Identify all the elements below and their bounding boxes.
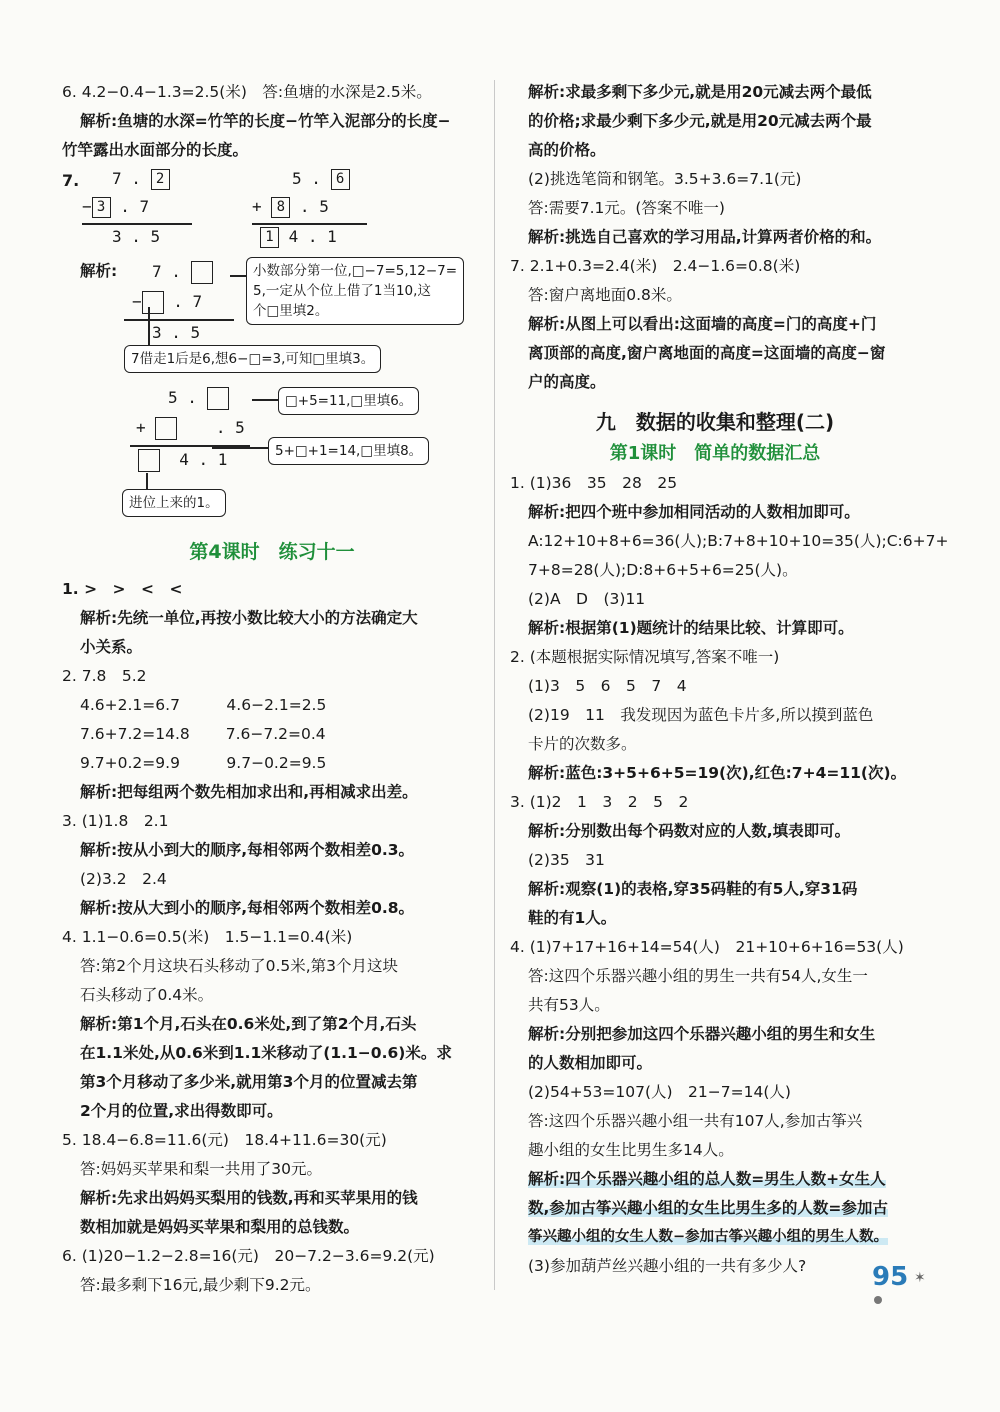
note1-line1: 小数部分第一位,□−7=5,12−7= <box>253 263 458 279</box>
data-q2: 2. (本题根据实际情况填写,答案不唯一) <box>510 648 780 666</box>
data-q4-answer1: 答:这四个乐器兴趣小组的男生一共有54人,女生一 <box>528 967 868 985</box>
ex11-q7-analysis1: 解析:从图上可以看出:这面墙的高度=门的高度+门 <box>528 315 877 333</box>
q6-analysis-r2: 的价格;求最少剩下多少元,就是用20元减去两个最 <box>528 112 872 130</box>
q6-analysis: 解析:鱼塘的水深=竹竿的长度−竹竿入泥部分的长度− <box>80 112 451 130</box>
note1-line2: 5,一定从个位上借了1当10,这 <box>253 283 431 299</box>
ex11-q3-analysis1: 解析:按从小到大的顺序,每相邻两个数相差0.3。 <box>80 841 415 859</box>
data-q2-part2: (2)19 11 我发现因为蓝色卡片多,所以摸到蓝色 <box>528 706 874 724</box>
note-box-5: 进位上来的1。 <box>122 489 226 517</box>
answer-box: 3 <box>92 197 111 218</box>
data-q4-part2-answer2: 趣小组的女生比男生多14人。 <box>528 1141 734 1159</box>
data-q3-analysis: 解析:分别数出每个码数对应的人数,填表即可。 <box>528 822 851 840</box>
q7-number: 7. <box>62 171 80 190</box>
explanation-diagram-1 <box>62 257 482 377</box>
ex11-q7-answer: 答:窗户离地面0.8米。 <box>528 286 682 304</box>
data-q2-part1: (1)3 5 6 5 7 4 <box>528 677 687 695</box>
ex11-q6: 6. (1)20−1.2−2.8=16(元) 20−7.2−3.6=9.2(元) <box>62 1247 435 1265</box>
q6-part2-analysis: 解析:挑选自己喜欢的学习用品,计算两者价格的和。 <box>528 228 882 246</box>
lesson-1-title: 第1课时 简单的数据汇总 <box>609 443 821 464</box>
ex11-q4-answer2: 石头移动了0.4米。 <box>80 986 214 1004</box>
lesson-4-title: 第4课时 练习十一 <box>189 541 355 563</box>
data-q3-part2: (2)35 31 <box>528 851 605 869</box>
data-q4: 4. (1)7+17+16+14=54(人) 21+10+6+16=53(人) <box>510 938 904 956</box>
data-q3-analysis2-cont: 鞋的有1人。 <box>528 909 617 927</box>
left-column <box>62 78 482 1300</box>
ex11-q4: 4. 1.1−0.6=0.5(米) 1.5−1.1=0.4(米) <box>62 928 353 946</box>
note-box-1 <box>246 257 464 325</box>
ex1-result: 3 . 5 <box>152 323 201 342</box>
analysis-label: 解析: <box>80 262 118 280</box>
empty-box <box>155 417 177 440</box>
answer-box: 1 <box>260 227 279 248</box>
q6-analysis-r3: 高的价格。 <box>528 141 606 159</box>
ex11-q1-analysis: 解析:先统一单位,再按小数比较大小的方法确定大 <box>80 609 418 627</box>
data-q4-part2-answer1: 答:这四个乐器兴趣小组一共有107人,参加古筝兴 <box>528 1112 863 1130</box>
data-q1-calc2: 7+8=28(人);D:8+6+5+6=25(人)。 <box>528 561 798 579</box>
page-number: 95 <box>872 1262 909 1292</box>
ex1-row2: . 7 <box>173 292 203 311</box>
dot-icon <box>874 1296 882 1304</box>
data-q2-part2-cont: 卡片的次数多。 <box>528 735 637 753</box>
empty-box <box>191 261 213 284</box>
q6-part2-answer: 答:需要7.1元。(答案不唯一) <box>528 199 725 217</box>
answer-box: 2 <box>151 169 170 190</box>
minus-sign: − <box>82 197 92 216</box>
q6-analysis-r1: 解析:求最多剩下多少元,就是用20元减去两个最低 <box>528 83 872 101</box>
q7-calculations <box>62 165 482 257</box>
data-q1-calc1: A:12+10+8+6=36(人);B:7+8+10+10=35(人);C:6+7+ <box>528 532 949 550</box>
calc1-row2: . 7 <box>120 197 150 216</box>
note1-line3: 个□里填2。 <box>253 303 329 319</box>
ex11-q4-analysis3: 第3个月移动了多少米,就用第3个月的位置减去第 <box>80 1073 418 1091</box>
ex11-q5: 5. 18.4−6.8=11.6(元) 18.4+11.6=30(元) <box>62 1131 387 1149</box>
calc2-row1: 5 . <box>292 169 321 188</box>
highlighted-text: 筝兴趣小组的女生人数−参加古筝兴趣小组的男生人数。 <box>528 1229 889 1245</box>
ex11-q5-analysis1: 解析:先求出妈妈买梨用的钱数,再和买苹果用的钱 <box>80 1189 418 1207</box>
data-q2-analysis: 解析:蓝色:3+5+6+5=19(次),红色:7+4=11(次)。 <box>528 764 907 782</box>
data-q4-analysis1: 解析:分别把参加这四个乐器兴趣小组的男生和女生 <box>528 1025 876 1043</box>
ex11-q7-analysis3: 户的高度。 <box>528 373 606 391</box>
ex11-q4-answer1: 答:第2个月这块石头移动了0.5米,第3个月这块 <box>80 957 399 975</box>
ex11-q5-analysis2: 数相加就是妈妈买苹果和梨用的总钱数。 <box>80 1218 360 1236</box>
data-q1-analysis: 解析:把四个班中参加相同活动的人数相加即可。 <box>528 503 860 521</box>
ex11-q1-analysis-cont: 小关系。 <box>80 638 143 656</box>
ex11-q2: 2. 7.8 5.2 <box>62 667 147 685</box>
empty-box <box>142 291 164 314</box>
calc2-result: 4 . 1 <box>288 227 337 246</box>
ex11-q3-part2: (2)3.2 2.4 <box>80 870 167 888</box>
ex2-result: 4 . 1 <box>179 450 228 469</box>
data-q1-part2: (2)A D (3)11 <box>528 590 646 608</box>
q6-part2: (2)挑选笔筒和钢笔。3.5+3.6=7.1(元) <box>528 170 802 188</box>
ex11-q7-analysis2: 离顶部的高度,窗户离地面的高度=这面墙的高度−窗 <box>528 344 886 362</box>
empty-box <box>207 387 229 410</box>
answer-box: 8 <box>271 197 290 218</box>
data-q1: 1. (1)36 35 28 25 <box>510 474 678 492</box>
ex1-row1: 7 . <box>152 262 181 281</box>
answer-box: 6 <box>331 169 350 190</box>
plus-sign: + <box>252 197 262 216</box>
column-divider <box>494 80 495 1290</box>
ex11-q2-row1: 4.6+2.1=6.7 4.6−2.1=2.5 <box>80 696 327 714</box>
q6-answer: 6. 4.2−0.4−1.3=2.5(米) 答:鱼塘的水深是2.5米。 <box>62 83 432 101</box>
ex11-q7: 7. 2.1+0.3=2.4(米) 2.4−1.6=0.8(米) <box>510 257 801 275</box>
ex11-q4-analysis2: 在1.1米处,从0.6米到1.1米移动了(1.1−0.6)米。求 <box>80 1044 452 1062</box>
note-box-3: □+5=11,□里填6。 <box>278 387 419 415</box>
data-q4-answer2: 共有53人。 <box>528 996 610 1014</box>
data-q4-analysis5 <box>510 1223 920 1252</box>
plus-sign: + <box>136 418 146 437</box>
highlighted-text: 数,参加古筝兴趣小组的女生比男生多的人数=参加古 <box>528 1199 888 1217</box>
note-box-2: 7借走1后是6,想6−□=3,可知□里填3。 <box>124 345 381 373</box>
chapter-title: 九 数据的收集和整理(二) <box>595 410 835 434</box>
ex11-q2-analysis: 解析:把每组两个数先相加求出和,再相减求出差。 <box>80 783 418 801</box>
data-q1-analysis2: 解析:根据第(1)题统计的结果比较、计算即可。 <box>528 619 854 637</box>
q6-analysis-cont: 竹竿露出水面部分的长度。 <box>62 141 249 159</box>
empty-box <box>138 449 160 472</box>
ex11-q3: 3. (1)1.8 2.1 <box>62 812 169 830</box>
ex11-q6-answer: 答:最多剩下16元,最少剩下9.2元。 <box>80 1276 321 1294</box>
right-column <box>510 78 949 1281</box>
ex11-q4-analysis1: 解析:第1个月,石头在0.6米处,到了第2个月,石头 <box>80 1015 417 1033</box>
data-q3: 3. (1)2 1 3 2 5 2 <box>510 793 689 811</box>
data-q4-part2: (2)54+53=107(人) 21−7=14(人) <box>528 1083 791 1101</box>
explanation-diagram-2 <box>62 377 482 527</box>
ex11-q2-row2: 7.6+7.2=14.8 7.6−7.2=0.4 <box>80 725 326 743</box>
data-q4-analysis4 <box>510 1194 920 1223</box>
calc2-row2: . 5 <box>299 197 329 216</box>
data-q3-analysis2: 解析:观察(1)的表格,穿35码鞋的有5人,穿31码 <box>528 880 858 898</box>
ex2-row2: . 5 <box>215 418 245 437</box>
highlighted-text: 解析:四个乐器兴趣小组的总人数=男生人数+女生人 <box>528 1170 886 1188</box>
star-icon: ✶ <box>914 1270 926 1286</box>
data-q4-part3: (3)参加葫芦丝兴趣小组的一共有多少人? <box>528 1257 807 1275</box>
ex11-q5-answer: 答:妈妈买苹果和梨一共用了30元。 <box>80 1160 322 1178</box>
ex11-q2-row3: 9.7+0.2=9.9 9.7−0.2=9.5 <box>80 754 327 772</box>
calc1-result: 3 . 5 <box>112 227 161 246</box>
ex2-row1: 5 . <box>168 388 197 407</box>
calc1-row1: 7 . <box>112 169 141 188</box>
data-q4-analysis2: 的人数相加即可。 <box>528 1054 653 1072</box>
note-box-4: 5+□+1=14,□里填8。 <box>268 437 429 465</box>
minus-sign: − <box>132 292 142 311</box>
ex11-q4-analysis4: 2个月的位置,求出得数即可。 <box>80 1102 283 1120</box>
ex11-q3-analysis2: 解析:按从大到小的顺序,每相邻两个数相差0.8。 <box>80 899 415 917</box>
data-q4-analysis3 <box>510 1165 920 1194</box>
ex11-q1: 1. > > < < <box>62 580 183 598</box>
